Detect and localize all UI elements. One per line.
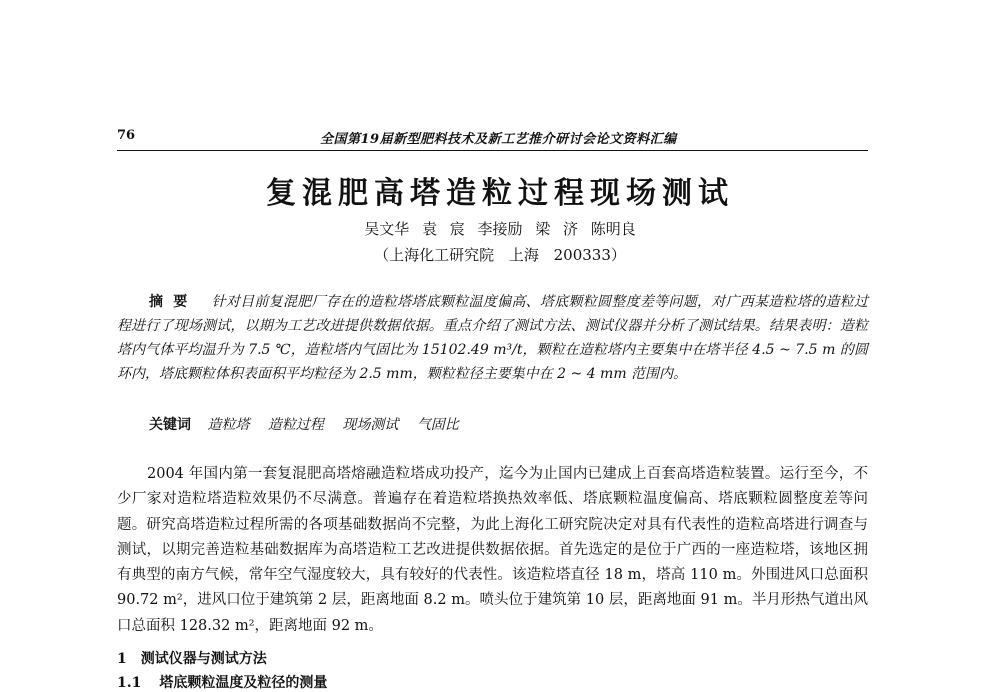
keyword: 造粒塔 xyxy=(207,417,250,433)
running-header: 全国第19届新型肥料技术及新工艺推介研讨会论文资料汇编 xyxy=(320,132,677,147)
subsection-heading xyxy=(117,672,327,692)
section-heading xyxy=(117,648,267,668)
header-rule xyxy=(117,150,868,151)
keyword: 现场测试 xyxy=(342,417,399,433)
keyword: 气固比 xyxy=(416,417,459,433)
abstract-label: 摘要 xyxy=(149,294,198,310)
abstract xyxy=(117,290,868,386)
authors: 吴文华 袁 宸 李接励 梁 济 陈明良 xyxy=(364,220,636,238)
section-number: 1 xyxy=(117,651,127,667)
paper-title: 复混肥高塔造粒过程现场测试 xyxy=(266,176,734,211)
section-title: 测试仪器与测试方法 xyxy=(140,651,267,667)
page-number: 76 xyxy=(117,128,136,143)
abstract-text: 针对目前复混肥厂存在的造粒塔塔底颗粒温度偏高、塔底颗粒圆整度差等问题，对广西某造粒塔的造粒过程进行了现场测试，以期为工艺改进提供数据依据。重点介绍了测试方法、测试仪器并分析了测试结果。结果表明：造粒塔内气体平均温升为 7.5 ℃，造粒塔内气固比为 15102.49 m³/t，颗粒在造粒塔内主要集中在塔半径 4.5 ~ 7.5 m 的圆环内，塔底颗粒体积表面积平均粒径为 2.5 mm，颗粒粒径主要集中在 2 ~ 4 mm 范围内。 xyxy=(117,294,869,382)
affiliation: （上海化工研究院 上海 200333） xyxy=(374,246,626,264)
keywords xyxy=(149,414,473,434)
keyword: 造粒过程 xyxy=(267,417,324,433)
subsection-number: 1.1 xyxy=(117,675,142,691)
body-paragraph: 2004 年国内第一套复混肥高塔熔融造粒塔成功投产，迄今为止国内已建成上百套高塔造粒装置。运行至今，不少厂家对造粒塔造粒效果仍不尽满意。普遍存在着造粒塔换热效率低、塔底颗粒温度偏高、塔底颗粒圆整度差等问题。研究高塔造粒过程所需的各项基础数据尚不完整，为此上海化工研究院决定对具有代表性的造粒高塔进行调查与测试，以期完善造粒基础数据库为高塔造粒工艺改进提供数据依据。首先选定的是位于广西的一座造粒塔，该地区拥有典型的南方气候，常年空气湿度较大，具有较好的代表性。该造粒塔直径 18 m，塔高 110 m。外围进风口总面积 90.72 m²，进风口位于建筑第 2 层，距离地面 8.2 m。喷头位于建筑第 10 层，距离地面 91 m。半月形热气道出风口总面积 128.32 m²，距离地面 92 m。 xyxy=(117,466,868,634)
subsection-title: 塔底颗粒温度及粒径的测量 xyxy=(159,675,328,691)
keywords-label: 关键词 xyxy=(149,417,191,433)
